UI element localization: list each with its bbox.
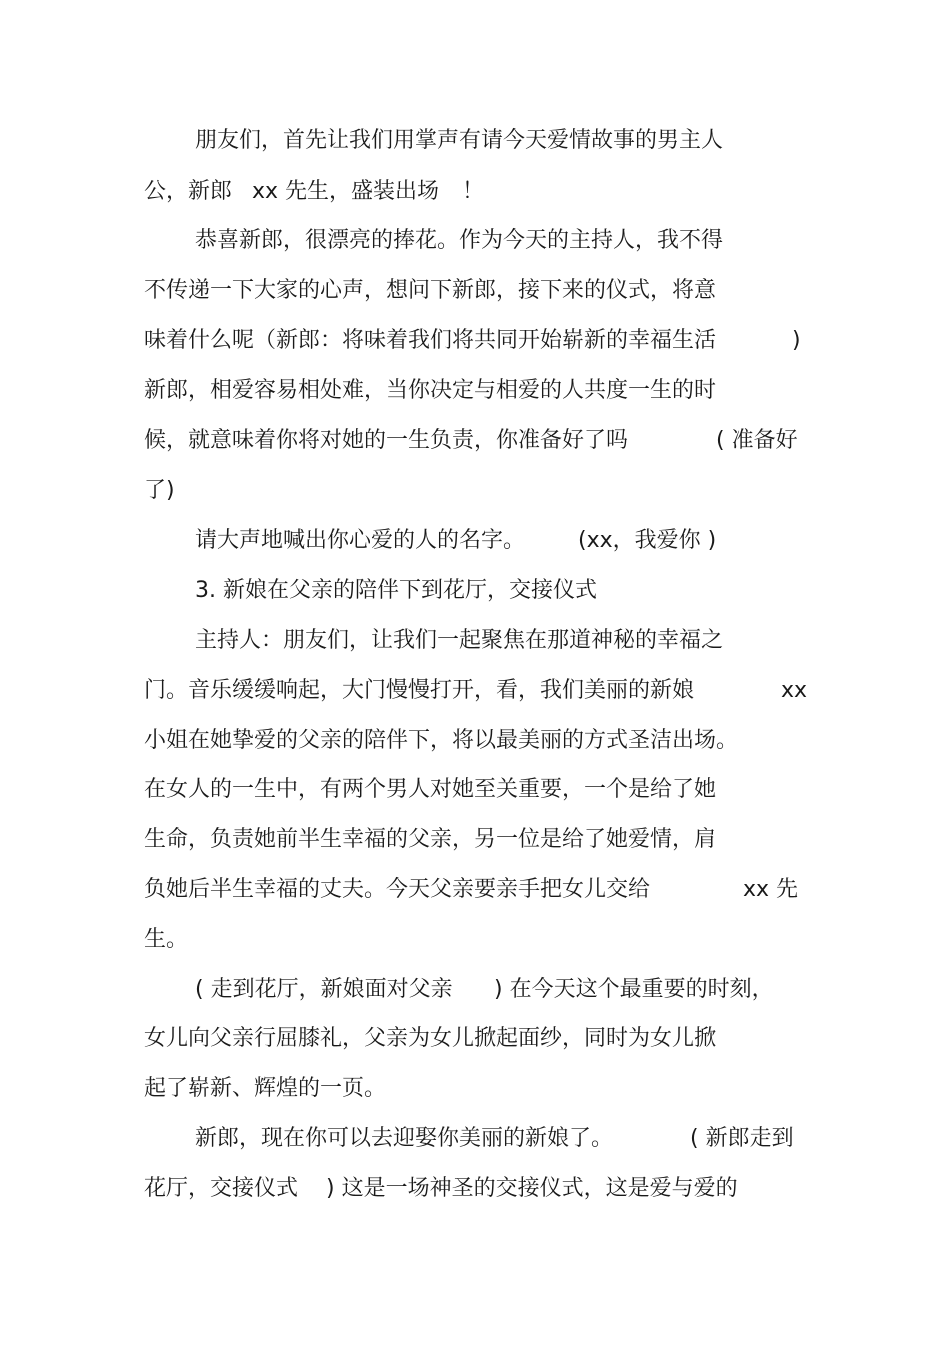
text-line — [0, 920, 950, 960]
text-segment: 花厅，交接仪式 — [144, 1176, 299, 1201]
text-line — [0, 571, 950, 611]
text-segment: (xx，我爱你 ) — [578, 528, 717, 553]
text-segment: ( 走到花厅，新娘面对父亲 — [195, 977, 453, 1002]
text-line — [0, 321, 950, 361]
text-segment: xx 先 — [743, 877, 799, 902]
text-segment: 味着什么呢（新郎：将味着我们将共同开始崭新的幸福生活 — [144, 328, 717, 353]
text-segment: ) 在今天这个最重要的时刻， — [494, 977, 774, 1002]
text-segment: 候，就意味着你将对她的一生负责，你准备好了吗 — [144, 428, 629, 453]
text-segment: 恭喜新郎，很漂亮的捧花。作为今天的主持人，我不得 — [195, 228, 724, 253]
text-segment: 起了崭新、辉煌的一页。 — [144, 1076, 387, 1101]
text-line — [0, 521, 950, 561]
text-line — [0, 1169, 950, 1209]
text-segment: 主持人：朋友们，让我们一起聚焦在那道神秘的幸福之 — [195, 628, 724, 653]
text-segment: 门。音乐缓缓响起，大门慢慢打开，看，我们美丽的新娘 — [144, 678, 695, 703]
text-segment: 女儿向父亲行屈膝礼，父亲为女儿掀起面纱，同时为女儿掀 — [144, 1026, 717, 1051]
text-segment: 了) — [144, 478, 175, 503]
text-line — [0, 1019, 950, 1059]
text-line — [0, 621, 950, 661]
text-line — [0, 221, 950, 261]
text-line — [0, 271, 950, 311]
text-segment: 负她后半生幸福的丈夫。今天父亲要亲手把女儿交给 — [144, 877, 651, 902]
text-segment: ) 这是一场神圣的交接仪式，这是爱与爱的 — [326, 1176, 738, 1201]
text-line — [0, 770, 950, 810]
text-segment: 生命，负责她前半生幸福的父亲，另一位是给了她爱情，肩 — [144, 827, 717, 852]
text-segment: ) — [792, 328, 801, 353]
text-segment: 请大声地喊出你心爱的人的名字。 — [195, 528, 526, 553]
text-segment: 朋友们，首先让我们用掌声有请今天爱情故事的男主人 — [195, 128, 724, 153]
text-segment: 3. 新娘在父亲的陪伴下到花厅，交接仪式 — [195, 578, 597, 603]
text-line — [0, 1119, 950, 1159]
text-segment: xx 先生，盛装出场 — [252, 179, 440, 204]
text-line — [0, 1069, 950, 1109]
text-segment: 新郎，现在你可以去迎娶你美丽的新娘了。 — [195, 1126, 614, 1151]
text-line — [0, 671, 950, 711]
text-line — [0, 172, 950, 212]
text-line — [0, 371, 950, 411]
text-segment: 公，新郎 — [144, 179, 233, 204]
text-line — [0, 421, 950, 461]
text-segment: xx — [781, 678, 808, 703]
text-line — [0, 820, 950, 860]
text-segment: ( 新郎走到 — [690, 1126, 794, 1151]
text-line — [0, 721, 950, 761]
text-line — [0, 121, 950, 161]
text-line — [0, 870, 950, 910]
text-segment: ( 准备好 — [716, 428, 798, 453]
text-line — [0, 970, 950, 1010]
text-segment: 在女人的一生中，有两个男人对她至关重要，一个是给了她 — [144, 777, 717, 802]
text-segment: 不传递一下大家的心声，想问下新郎，接下来的仪式，将意 — [144, 278, 717, 303]
text-segment: 新郎，相爱容易相处难，当你决定与相爱的人共度一生的时 — [144, 378, 717, 403]
text-segment: ！ — [462, 179, 485, 204]
text-segment: 生。 — [144, 927, 189, 952]
text-segment: 小姐在她挚爱的父亲的陪伴下，将以最美丽的方式圣洁出场。 — [144, 728, 739, 753]
text-line — [0, 471, 950, 511]
